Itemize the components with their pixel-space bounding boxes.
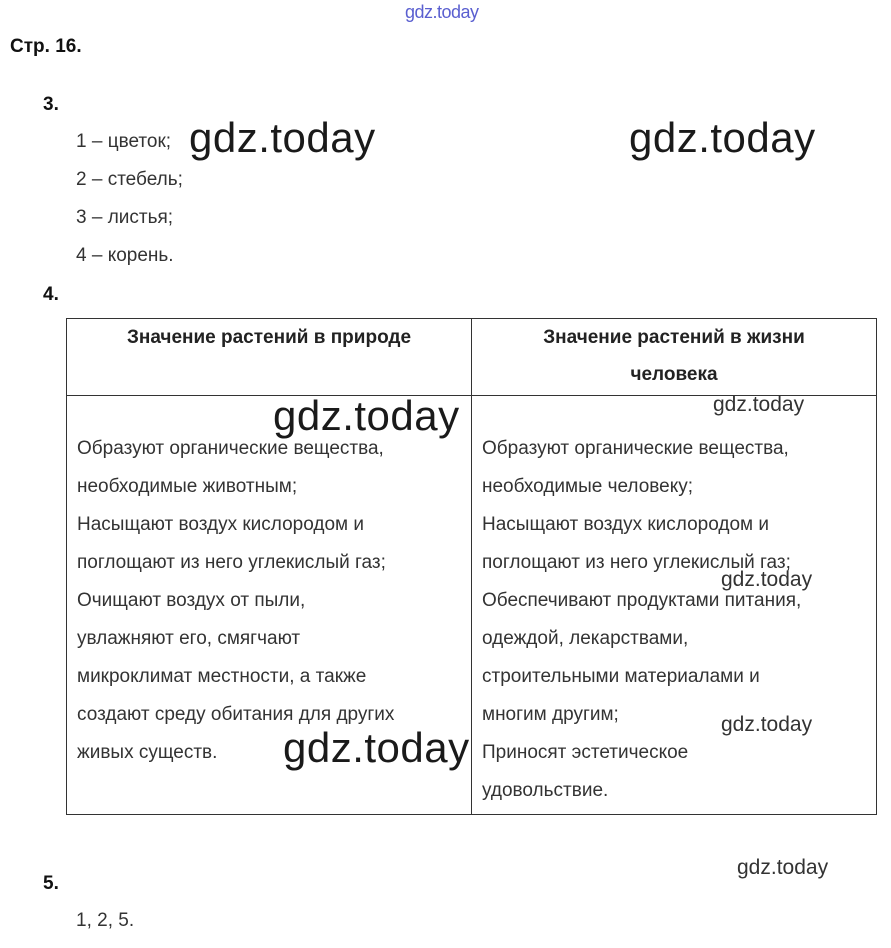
cell-line: увлажняют его, смягчают [77, 628, 301, 649]
task-3-item: 2 – стебель; [76, 169, 183, 190]
cell-line: создают среду обитания для других [77, 704, 395, 725]
cell-line: строительными материалами и [482, 666, 760, 687]
page-title: Стр. 16. [10, 36, 82, 57]
watermark-top: gdz.today [405, 2, 479, 22]
table-row [67, 396, 877, 815]
cell-line: микроклимат местности, а также [77, 666, 367, 687]
cell-line: Образуют органические вещества, [77, 438, 384, 459]
cell-line: удовольствие. [482, 780, 609, 801]
cell-line: необходимые человеку; [482, 476, 694, 497]
watermark: gdz.today [713, 393, 805, 416]
task-3-number: 3. [43, 94, 59, 115]
cell-line: Очищают воздух от пыли, [77, 590, 306, 611]
watermark: gdz.today [721, 568, 813, 591]
cell-line: поглощают из него углекислый газ; [482, 552, 791, 573]
task-3-item: 1 – цветок; [76, 131, 172, 152]
cell-line: многим другим; [482, 704, 619, 725]
watermark: gdz.today [283, 724, 470, 771]
task-5-number: 5. [43, 873, 59, 894]
watermark: gdz.today [189, 114, 376, 161]
cell-line: необходимые животным; [77, 476, 298, 497]
cell-line: Насыщают воздух кислородом и [77, 514, 364, 535]
table-cell-human [472, 396, 877, 815]
task-4-number: 4. [43, 284, 59, 305]
table-header-human: Значение растений в жизни человека [472, 319, 877, 396]
watermark: gdz.today [721, 713, 813, 736]
cell-line: живых существ. [77, 742, 218, 763]
cell-line: Обеспечивают продуктами питания, [482, 590, 802, 611]
cell-line: одеждой, лекарствами, [482, 628, 689, 649]
cell-line: Образуют органические вещества, [482, 438, 789, 459]
watermark: gdz.today [737, 856, 829, 879]
table-header-row [67, 319, 877, 396]
task-3-item: 4 – корень. [76, 245, 174, 266]
cell-line: поглощают из него углекислый газ; [77, 552, 386, 573]
cell-line: Насыщают воздух кислородом и [482, 514, 769, 535]
task-5-answer: 1, 2, 5. [76, 910, 135, 931]
cell-line: Приносят эстетическое [482, 742, 689, 763]
table-header-nature: Значение растений в природе [67, 319, 472, 396]
watermark: gdz.today [273, 392, 460, 439]
task-3-item: 3 – листья; [76, 207, 174, 228]
watermark: gdz.today [629, 114, 816, 161]
